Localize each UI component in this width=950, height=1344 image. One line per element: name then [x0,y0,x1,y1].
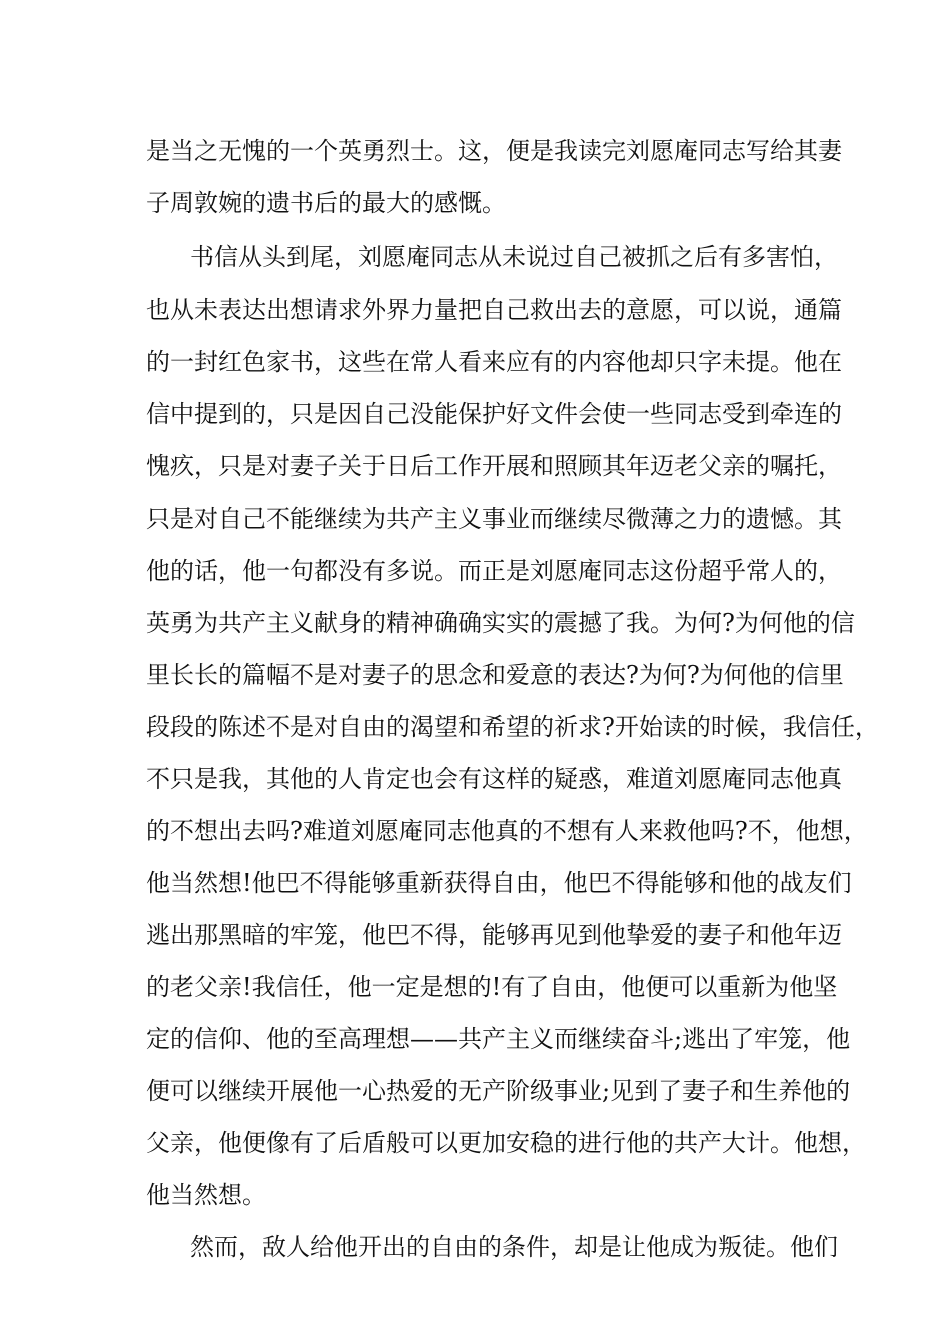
text-line: 里长长的篇幅不是对妻子的思念和爱意的表达?为何?为何他的信里 [146,661,844,689]
text-line: 然而，敌人给他开出的自由的条件，却是让他成为叛徒。他们 [190,1233,838,1261]
text-line: 的一封红色家书，这些在常人看来应有的内容他却只字未提。他在 [146,348,842,376]
text-line: 只是对自己不能继续为共产主义事业而继续尽微薄之力的遗憾。其 [146,505,842,533]
text-line: 他的话，他一句都没有多说。而正是刘愿庵同志这份超乎常人的， [146,557,842,585]
text-line: 愧疚，只是对妻子关于日后工作开展和照顾其年迈老父亲的嘱托， [146,452,842,480]
text-line: 的老父亲!我信任，他一定是想的!有了自由，他便可以重新为他坚 [146,973,838,1001]
text-line: 他当然想!他巴不得能够重新获得自由，他巴不得能够和他的战友们 [146,869,852,897]
text-line: 他当然想。 [146,1181,266,1209]
text-line: 是当之无愧的一个英勇烈士。这，便是我读完刘愿庵同志写给其妻 [146,137,842,165]
text-line: 也从未表达出想请求外界力量把自己救出去的意愿，可以说，通篇 [146,296,842,324]
text-line: 不只是我，其他的人肯定也会有这样的疑惑，难道刘愿庵同志他真 [146,765,842,793]
text-line: 便可以继续开展他一心热爱的无产阶级事业;见到了妻子和生养他的 [146,1077,851,1105]
text-line: 子周敦婉的遗书后的最大的感慨。 [146,189,506,217]
text-line: 书信从头到尾，刘愿庵同志从未说过自己被抓之后有多害怕， [190,243,838,271]
text-line: 定的信仰、他的至高理想——共产主义而继续奋斗;逃出了牢笼，他 [146,1025,851,1053]
text-line: 父亲，他便像有了后盾般可以更加安稳的进行他的共产大计。他想， [146,1129,866,1157]
text-line: 英勇为共产主义献身的精神确确实实的震撼了我。为何?为何他的信 [146,609,855,637]
text-line: 段段的陈述不是对自由的渴望和希望的祈求?开始读的时候，我信任， [146,713,879,741]
text-line: 逃出那黑暗的牢笼，他巴不得，能够再见到他挚爱的妻子和他年迈 [146,921,842,949]
text-line: 信中提到的，只是因自己没能保护好文件会使一些同志受到牵连的 [146,400,842,428]
text-line: 的不想出去吗?难道刘愿庵同志他真的不想有人来救他吗?不，他想， [146,817,868,845]
